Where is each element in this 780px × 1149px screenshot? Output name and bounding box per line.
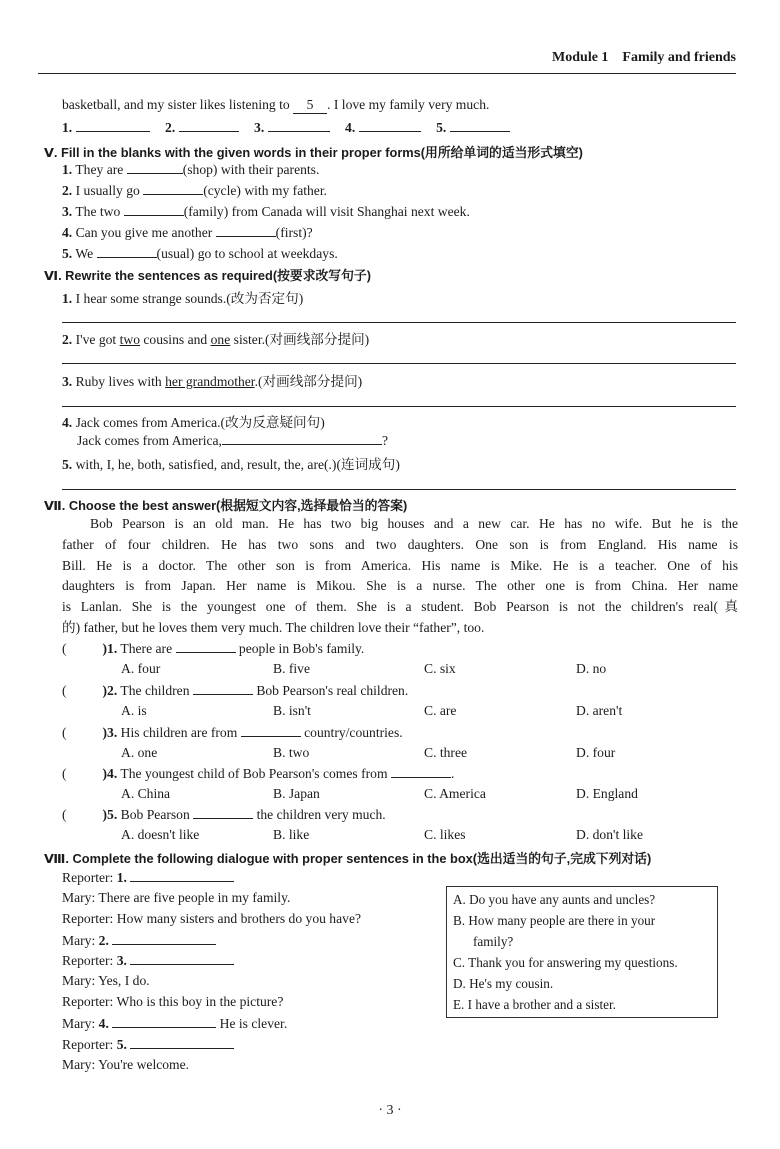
write-line[interactable] — [62, 406, 736, 407]
dialogue-line: Reporter: Who is this boy in the picture? — [62, 994, 284, 1009]
answer-blank[interactable] — [450, 119, 510, 132]
option[interactable]: D. England — [576, 786, 638, 801]
answer-blank[interactable] — [179, 119, 239, 132]
s5-item: 4. Can you give me another (first)? — [62, 225, 313, 240]
option[interactable]: D. aren't — [576, 703, 623, 718]
tag-question-blank[interactable] — [222, 432, 382, 445]
section-7-title: Ⅶ. Choose the best answer(根据短文内容,选择最恰当的答案) — [44, 498, 408, 513]
dialogue-line: Reporter: 3. — [62, 952, 234, 969]
option[interactable]: C. are — [424, 703, 457, 718]
option[interactable]: D. no — [576, 661, 607, 676]
write-line[interactable] — [62, 489, 736, 490]
answer-paren[interactable]: ( — [62, 725, 67, 740]
option[interactable]: A. four — [121, 661, 161, 676]
intro-answer: 5 — [293, 97, 327, 114]
option[interactable]: D. four — [576, 745, 616, 760]
option[interactable]: B. five — [273, 661, 310, 676]
fill-blank[interactable] — [97, 245, 157, 258]
dialogue-line: Reporter: How many sisters and brothers do you have? — [62, 911, 362, 926]
option[interactable]: A. doesn't like — [121, 827, 200, 842]
fill-blank[interactable] — [143, 182, 203, 195]
page-number: · 3 · — [378, 1103, 402, 1118]
s6-q1: 1. I hear some strange sounds.(改为否定句) — [62, 291, 304, 306]
module-title: Family and friends — [622, 50, 736, 65]
answer-blank[interactable] — [76, 119, 150, 132]
dialogue-line: Mary: 4. He is clever. — [62, 1016, 288, 1031]
box-option: C. Thank you for answering my questions. — [453, 955, 678, 970]
dialogue-line: Reporter: 5. — [62, 1036, 234, 1053]
s6-q4: 4. Jack comes from America.(改为反意疑问句) — [62, 415, 325, 430]
s6-q5: 5. with, I, he, both, satisfied, and, result, the, are(.)(连词成句) — [62, 457, 400, 472]
dialogue-blank[interactable] — [112, 1015, 216, 1028]
page-header — [38, 49, 736, 74]
option[interactable]: B. two — [273, 745, 310, 760]
box-option: E. I have a brother and a sister. — [453, 997, 616, 1012]
option[interactable]: C. likes — [424, 827, 466, 842]
sentence-options-box — [446, 886, 718, 1018]
reading-passage: Bob Pearson is an old man. He has two big houses and a new car. He has no wife. But he is the father of four children. He has two sons and two daughters. One son is from England. His name is Bill. He is a doctor. The other son is from America. His name is Mike. He is a teacher. One of his daughters is from Japan. Her name is Mikou. She is a nurse. The other one is from China. Her name is Lanlan. She is the youngest one of them. She is a student. Bob Pearson is not the children's real(真 的) father, but he loves them very much. The children love their “father”, too. — [62, 516, 738, 635]
answer-paren[interactable]: ( — [62, 807, 67, 822]
intro-line: basketball, and my sister likes listening to 5 . I love my family very much. — [62, 97, 490, 112]
s6-q3: 3. Ruby lives with her grandmother.(对画线部分提问) — [62, 374, 363, 389]
write-line[interactable] — [62, 322, 736, 323]
dialogue-line: Mary: There are five people in my family. — [62, 890, 291, 905]
answer-blank[interactable] — [268, 119, 330, 132]
answer-paren[interactable]: ( — [62, 641, 67, 656]
option[interactable]: B. like — [273, 827, 310, 842]
s5-item: 2. I usually go (cycle) with my father. — [62, 183, 328, 198]
box-option: B. How many people are there in your — [453, 913, 656, 928]
mc-question: ( )5. Bob Pearson the children very much. — [62, 807, 386, 822]
option[interactable]: C. three — [424, 745, 468, 760]
write-line[interactable] — [62, 363, 736, 364]
box-option-cont: family? — [473, 934, 514, 949]
answer-row: 1. 2. 3. 4. 5. — [62, 119, 510, 136]
dialogue-line: Reporter: 1. — [62, 869, 234, 886]
section-8-title: Ⅷ. Complete the following dialogue with proper sentences in the box(选出适当的句子,完成下列对话) — [44, 851, 652, 866]
fill-blank[interactable] — [216, 224, 276, 237]
s5-item: 1. They are (shop) with their parents. — [62, 162, 320, 177]
dialogue-blank[interactable] — [130, 952, 234, 965]
option[interactable]: A. is — [121, 703, 147, 718]
box-option: A. Do you have any aunts and uncles? — [453, 892, 656, 907]
mc-question: ( )2. The children Bob Pearson's real children. — [62, 683, 409, 698]
section-5-title: Ⅴ. Fill in the blanks with the given words in their proper forms(用所给单词的适当形式填空) — [44, 145, 583, 160]
dialogue-line: Mary: Yes, I do. — [62, 973, 150, 988]
section-6-title: Ⅵ. Rewrite the sentences as required(按要求改写句子) — [44, 268, 371, 283]
mc-question: ( )1. There are people in Bob's family. — [62, 641, 365, 656]
box-option: D. He's my cousin. — [453, 976, 554, 991]
option[interactable]: C. America — [424, 786, 486, 801]
answer-paren[interactable]: ( — [62, 683, 67, 698]
dialogue-line: Mary: You're welcome. — [62, 1057, 190, 1072]
dialogue-blank[interactable] — [130, 1036, 234, 1049]
s6-q2: 2. I've got two cousins and one sister.(对画线部分提问) — [62, 332, 370, 347]
mc-question: ( )4. The youngest child of Bob Pearson's comes from . — [62, 766, 455, 781]
answer-blank[interactable] — [359, 119, 421, 132]
dialogue-blank[interactable] — [130, 869, 234, 882]
option[interactable]: C. six — [424, 661, 456, 676]
option[interactable]: B. Japan — [273, 786, 320, 801]
option[interactable]: A. China — [121, 786, 171, 801]
mc-question: ( )3. His children are from country/countries. — [62, 725, 403, 740]
s6-q4-line2: Jack comes from America, ? — [77, 433, 388, 448]
dialogue-blank[interactable] — [112, 932, 216, 945]
option[interactable]: D. don't like — [576, 827, 644, 842]
s5-item: 5. We (usual) go to school at weekdays. — [62, 246, 338, 261]
option[interactable]: B. isn't — [273, 703, 311, 718]
dialogue-line: Mary: 2. — [62, 932, 216, 949]
s5-item: 3. The two (family) from Canada will visit Shanghai next week. — [62, 204, 470, 219]
module-label: Module 1 — [552, 50, 609, 65]
answer-paren[interactable]: ( — [62, 766, 67, 781]
fill-blank[interactable] — [124, 203, 184, 216]
fill-blank[interactable] — [127, 161, 183, 174]
option[interactable]: A. one — [121, 745, 158, 760]
